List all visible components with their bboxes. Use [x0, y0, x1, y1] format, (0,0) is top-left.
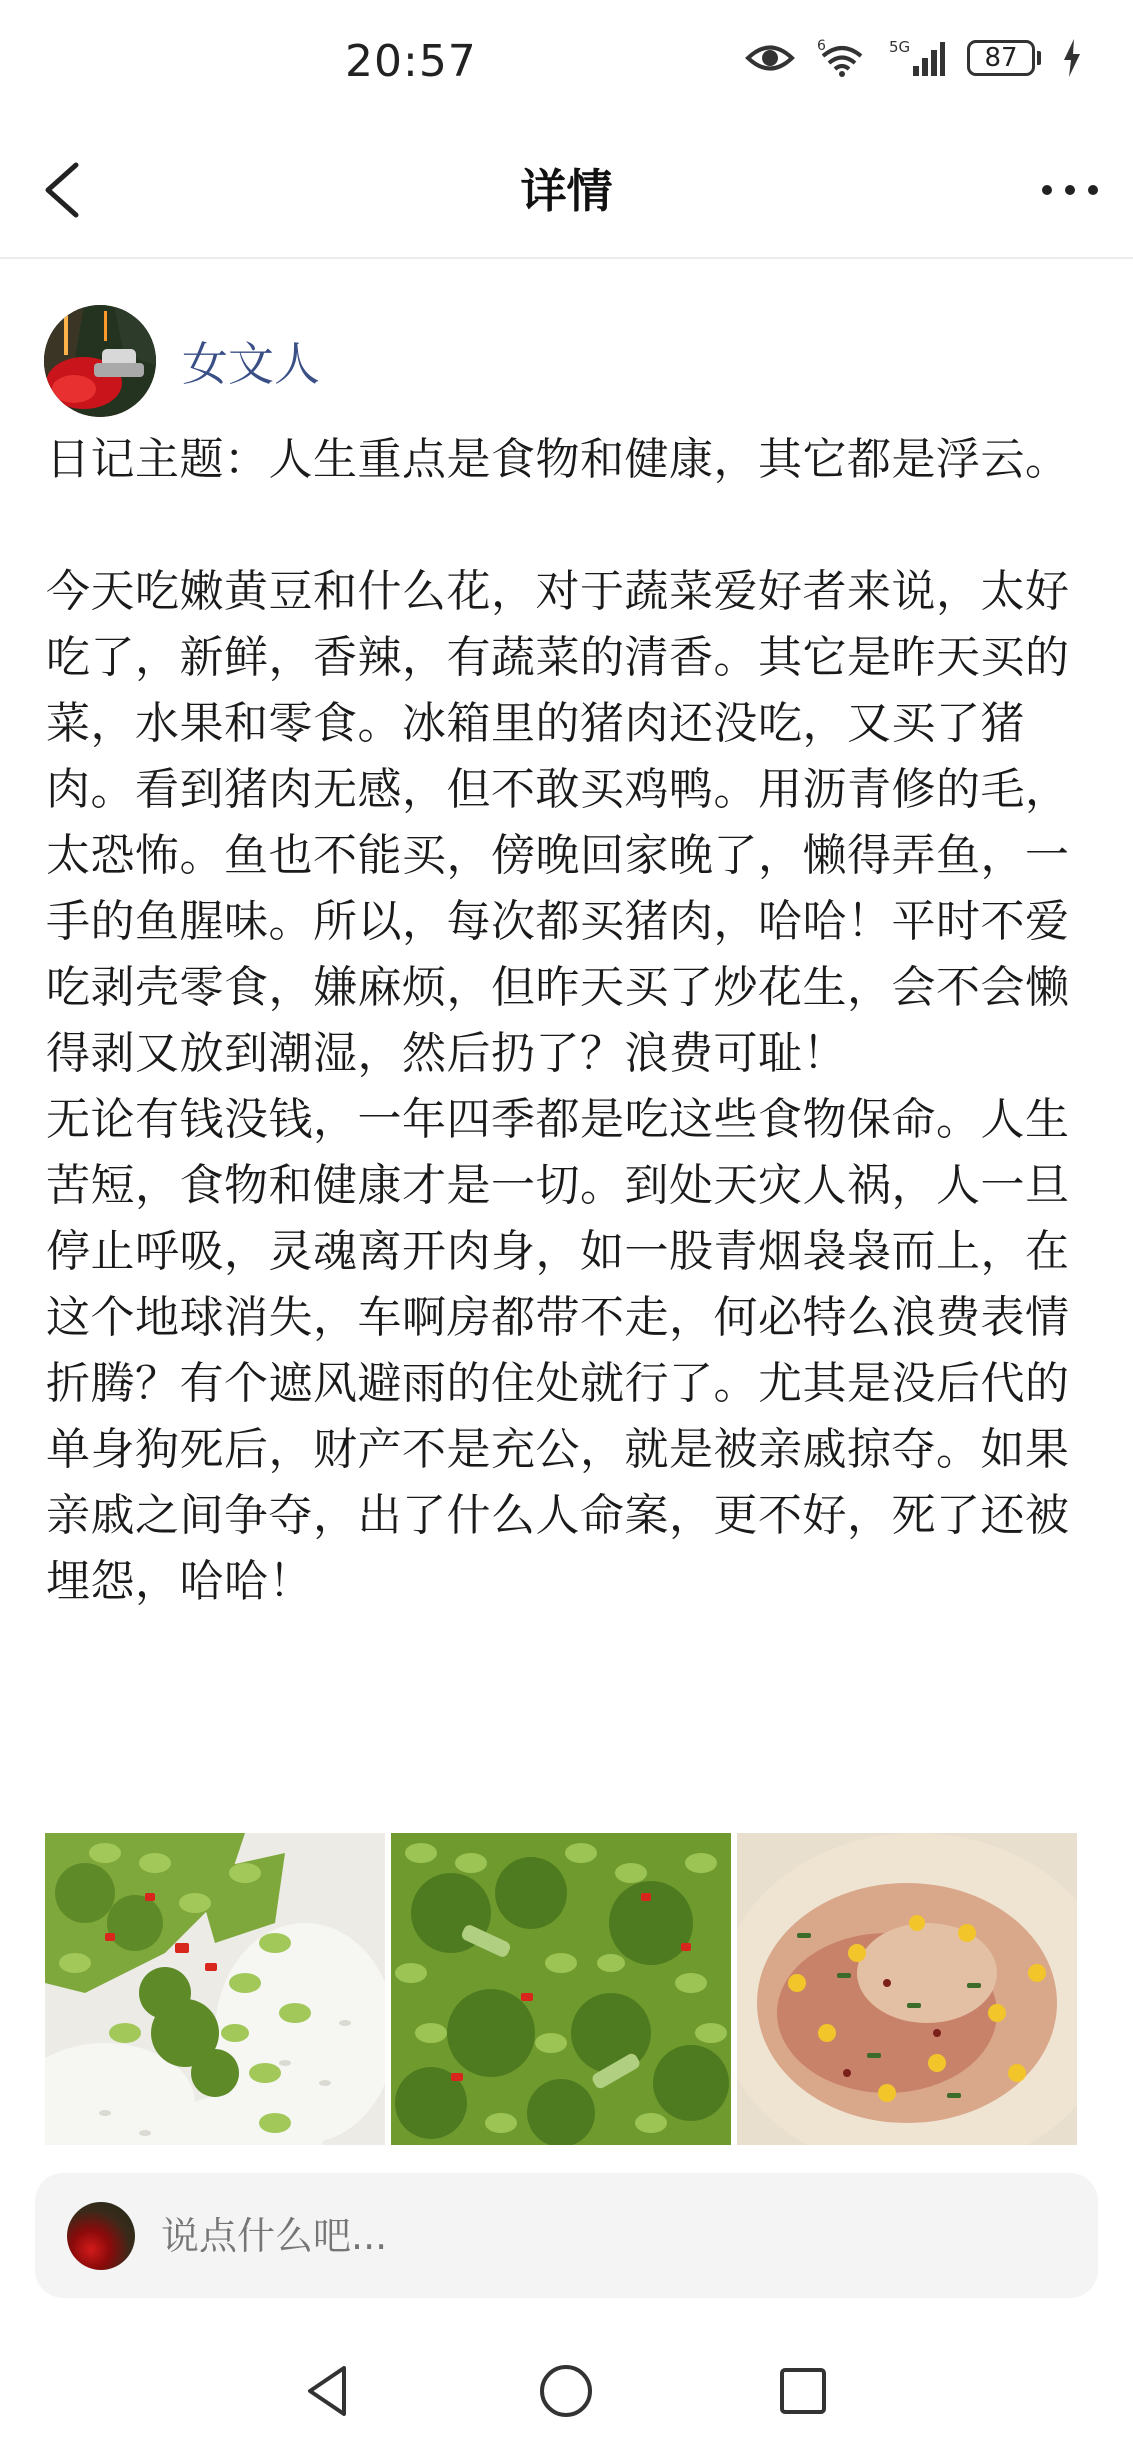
page-title: 详情	[520, 164, 613, 218]
more-dots-icon	[1035, 155, 1105, 225]
battery-level: 87	[984, 43, 1018, 73]
comment-bar	[35, 2173, 1098, 2298]
wifi-badge: 6	[817, 38, 826, 54]
author-row[interactable]	[44, 305, 320, 417]
photo-1[interactable]	[45, 1833, 385, 2145]
comment-input[interactable]	[159, 2213, 963, 2259]
photo-3[interactable]	[737, 1833, 1077, 2145]
photo-gallery	[45, 1833, 1077, 2145]
circle-home-icon	[533, 2358, 599, 2424]
photo-2[interactable]	[391, 1833, 731, 2145]
avatar[interactable]	[44, 305, 156, 417]
system-back-button[interactable]	[296, 2358, 362, 2424]
battery-icon	[967, 40, 1041, 76]
post-body: 日记主题：人生重点是食物和健康，其它都是浮云。 今天吃嫩黄豆和什么花，对于蔬菜爱好者来说，太好吃了，新鲜，香辣，有蔬菜的清香。其它是昨天买的菜，水果和零食。冰箱里的猪肉还没吃，又买了猪肉。看到猪肉无感，但不敢买鸡鸭。用沥青修的毛，太恐怖。鱼也不能买，傍晚回家晚了，懒得弄鱼，一手的鱼腥味。所以，每次都买猪肉，哈哈！平时不爱吃剥壳零食，嫌麻烦，但昨天买了炒花生，会不会懒得剥又放到潮湿，然后扔了？浪费可耻！ 无论有钱没钱，一年四季都是吃这些食物保命。人生苦短，食物和健康才是一切。到处天灾人祸，人一旦停止呼吸，灵魂离开肉身，如一股青烟袅袅而上，在这个地球消失，车啊房都带不走，何必特么浪费表情折腾？有个遮风避雨的住处就行了。尤其是没后代的单身狗死后，财产不是充公，就是被亲戚掠夺。如果亲戚之间争夺，出了什么人命案，更不好，死了还被埋怨，哈哈！	[46, 434, 1070, 1607]
author-name[interactable]: 女文人	[182, 337, 320, 391]
triangle-back-icon	[296, 2358, 362, 2424]
system-recents-button[interactable]	[770, 2358, 836, 2424]
nav-bar	[0, 125, 1133, 259]
system-home-button[interactable]	[533, 2358, 599, 2424]
comment-avatar	[67, 2202, 135, 2270]
charging-icon	[1063, 39, 1081, 77]
eye-icon	[745, 41, 795, 75]
system-nav-bar	[0, 2330, 1133, 2453]
signal-icon	[889, 38, 945, 78]
wifi-icon	[817, 38, 867, 78]
status-bar	[0, 0, 1133, 125]
network-label: 5G	[889, 38, 911, 56]
more-button[interactable]	[1035, 155, 1105, 225]
status-icons	[745, 38, 1081, 78]
status-time: 20:57	[345, 36, 477, 87]
square-recents-icon	[770, 2358, 836, 2424]
